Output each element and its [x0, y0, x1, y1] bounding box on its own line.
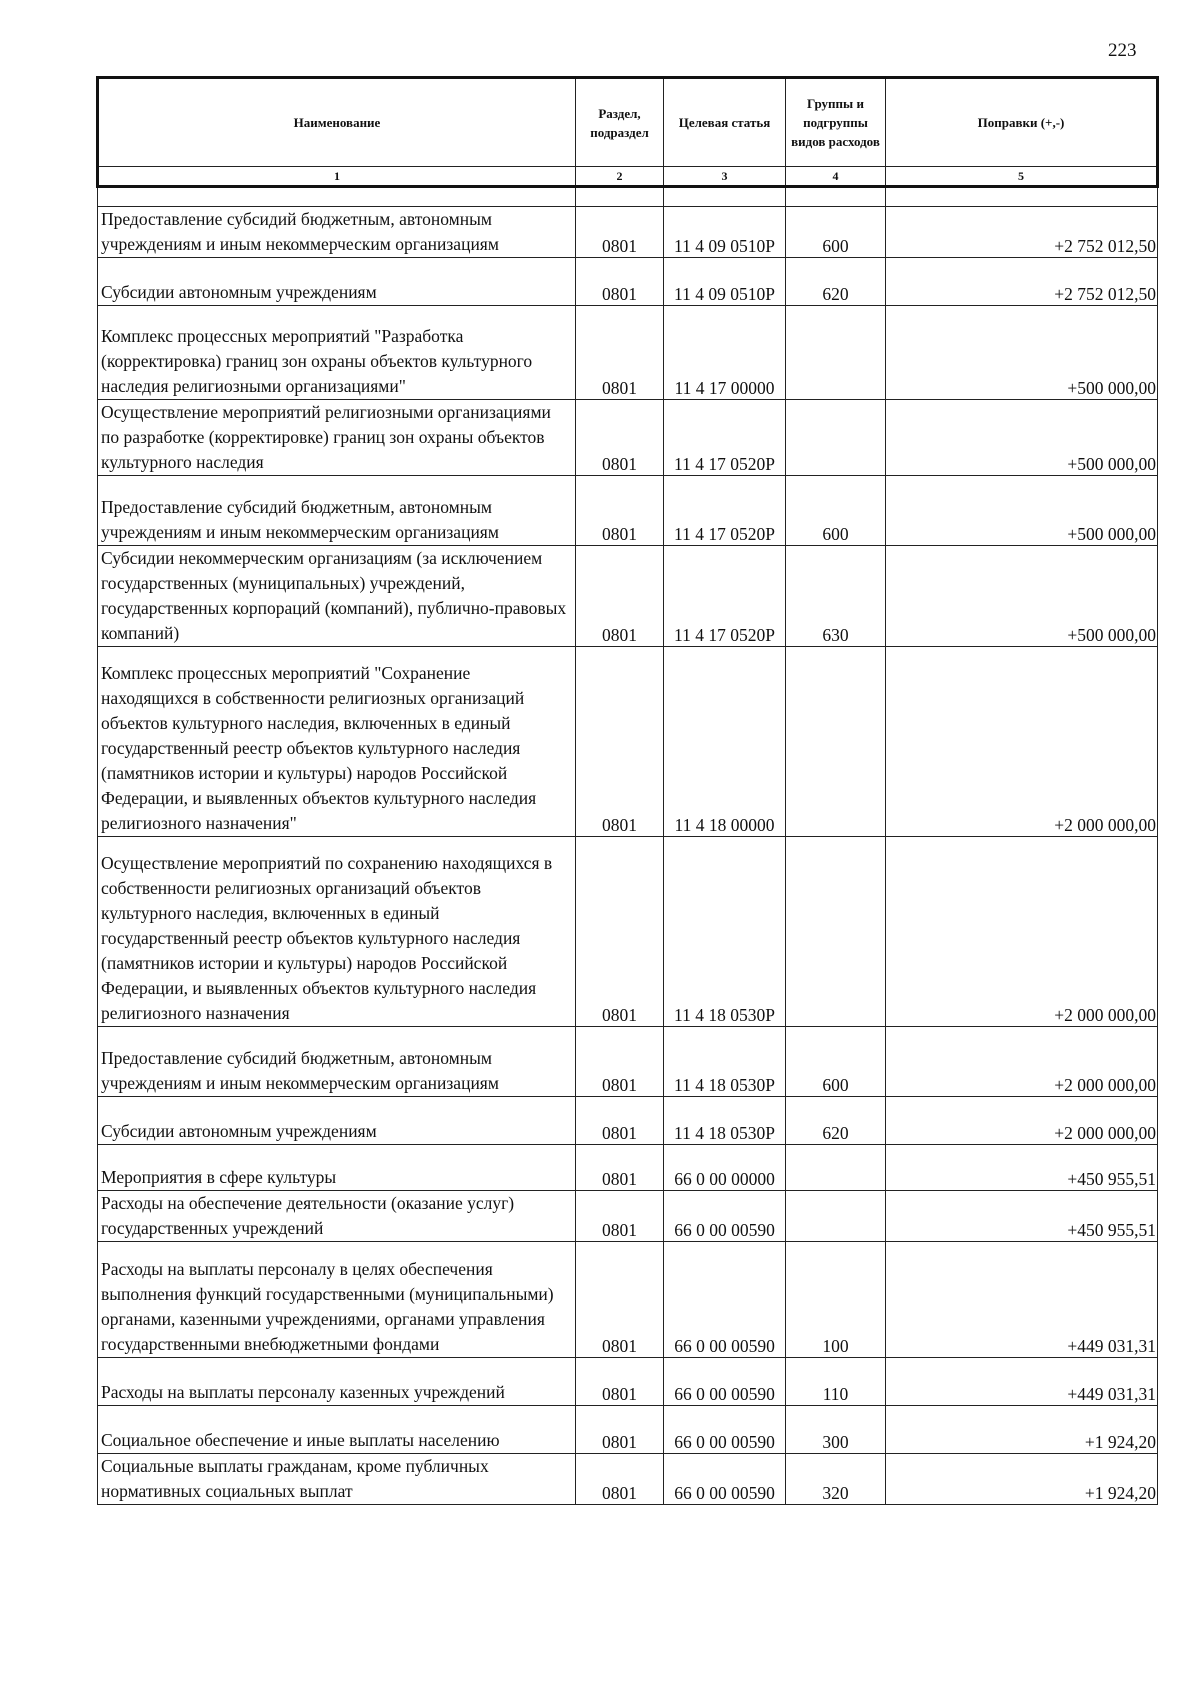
row-amount-text: +449 031,31 — [1067, 1384, 1156, 1404]
row-amount-text: +2 000 000,00 — [1054, 1123, 1156, 1143]
row-section — [576, 1358, 664, 1406]
row-group — [786, 1027, 886, 1097]
row-target — [664, 476, 786, 546]
row-name — [98, 207, 576, 258]
row-name-text: Предоставление субсидий бюджетным, автономным учреждениям и иным некоммерческим организациям — [101, 497, 499, 542]
row-section-text: 0801 — [602, 1169, 637, 1189]
row-amount — [886, 1145, 1158, 1191]
table-row — [98, 1145, 1158, 1191]
column-number: 3 — [664, 167, 786, 187]
row-target-text: 66 0 00 00000 — [674, 1169, 775, 1189]
table-row — [98, 546, 1158, 647]
row-target — [664, 258, 786, 306]
row-amount-text: +449 031,31 — [1067, 1336, 1156, 1356]
row-amount-text: +2 752 012,50 — [1054, 236, 1156, 256]
row-name — [98, 1358, 576, 1406]
row-group-text: 100 — [822, 1336, 849, 1356]
row-section — [576, 647, 664, 837]
row-group-text: 110 — [822, 1384, 849, 1404]
row-target-text: 11 4 17 00000 — [674, 378, 775, 398]
row-name — [98, 647, 576, 837]
row-target — [664, 1191, 786, 1242]
row-amount-text: +1 924,20 — [1084, 1483, 1156, 1503]
row-section — [576, 1242, 664, 1358]
table-row — [98, 1097, 1158, 1145]
row-target — [664, 306, 786, 400]
row-target — [664, 1145, 786, 1191]
row-target — [664, 1097, 786, 1145]
row-amount-text: +450 955,51 — [1067, 1220, 1156, 1240]
row-group — [786, 258, 886, 306]
row-group — [786, 1097, 886, 1145]
row-amount — [886, 476, 1158, 546]
row-amount-text: +500 000,00 — [1067, 524, 1156, 544]
table-row — [98, 647, 1158, 837]
header-groups: Группы и подгруппы видов расходов — [786, 78, 886, 167]
row-group — [786, 207, 886, 258]
table-body — [98, 187, 1158, 1505]
column-number: 4 — [786, 167, 886, 187]
row-section-text: 0801 — [602, 1220, 637, 1240]
row-amount-text: +500 000,00 — [1067, 454, 1156, 474]
row-name-text: Расходы на выплаты персоналу в целях обеспечения выполнения функций государственными (муниципальными) органами, казенными учреждениями, органами управления государственными внебюджетными фондами — [101, 1259, 554, 1354]
row-group — [786, 837, 886, 1027]
row-name-text: Предоставление субсидий бюджетным, автономным учреждениям и иным некоммерческим организациям — [101, 1048, 499, 1093]
row-amount — [886, 1454, 1158, 1505]
row-amount-text: +500 000,00 — [1067, 625, 1156, 645]
row-target — [664, 837, 786, 1027]
row-amount — [886, 1406, 1158, 1454]
row-name-text: Субсидии некоммерческим организациям (за исключением государственных (муниципальных) учреждений, государственных корпораций (компаний), публично-правовых компаний) — [101, 548, 567, 643]
row-name — [98, 306, 576, 400]
row-amount — [886, 546, 1158, 647]
table-row — [98, 400, 1158, 476]
table-row — [98, 306, 1158, 400]
row-group — [786, 400, 886, 476]
row-section-text: 0801 — [602, 1384, 637, 1404]
row-amount-text: +2 000 000,00 — [1054, 1005, 1156, 1025]
row-amount-text: +2 752 012,50 — [1054, 284, 1156, 304]
row-name-text: Осуществление мероприятий по сохранению находящихся в собственности религиозных организаций объектов культурного наследия, включенных в единый государственный реестр объектов культурного наследия (памятников истории и культуры) народов Российской Федерации, и выявленных объектов культурного наследия религиозного назначения — [101, 853, 553, 1023]
row-amount — [886, 1358, 1158, 1406]
row-group — [786, 476, 886, 546]
row-target-text: 11 4 17 0520Р — [674, 454, 775, 474]
row-target — [664, 1242, 786, 1358]
row-name — [98, 1406, 576, 1454]
table-row — [98, 1406, 1158, 1454]
row-section — [576, 1027, 664, 1097]
header-amendments: Поправки (+,-) — [886, 78, 1158, 167]
row-name-text: Социальные выплаты гражданам, кроме публичных нормативных социальных выплат — [101, 1456, 489, 1501]
row-name-text: Социальное обеспечение и иные выплаты населению — [101, 1430, 500, 1450]
row-name — [98, 546, 576, 647]
row-target-text: 66 0 00 00590 — [674, 1336, 775, 1356]
row-section-text: 0801 — [602, 1075, 637, 1095]
row-target — [664, 1454, 786, 1505]
row-target-text: 11 4 09 0510Р — [674, 236, 775, 256]
row-target — [664, 400, 786, 476]
row-section-text: 0801 — [602, 1336, 637, 1356]
row-section — [576, 1191, 664, 1242]
row-section-text: 0801 — [602, 524, 637, 544]
spacer-row — [98, 187, 1158, 207]
row-target — [664, 647, 786, 837]
row-target — [664, 546, 786, 647]
row-section-text: 0801 — [602, 625, 637, 645]
header-name: Наименование — [98, 78, 576, 167]
row-name-text: Расходы на выплаты персоналу казенных учреждений — [101, 1382, 505, 1402]
row-amount — [886, 1097, 1158, 1145]
table-row — [98, 1454, 1158, 1505]
row-group-text: 600 — [822, 236, 849, 256]
row-section — [576, 207, 664, 258]
row-target-text: 66 0 00 00590 — [674, 1384, 775, 1404]
table-row — [98, 476, 1158, 546]
table-header-row — [98, 78, 1158, 167]
row-section-text: 0801 — [602, 1432, 637, 1452]
column-number-row — [98, 167, 1158, 187]
row-name — [98, 1097, 576, 1145]
row-target-text: 11 4 17 0520Р — [674, 524, 775, 544]
table-row — [98, 258, 1158, 306]
row-target-text: 66 0 00 00590 — [674, 1220, 775, 1240]
row-group — [786, 546, 886, 647]
row-name — [98, 400, 576, 476]
row-group-text: 600 — [822, 1075, 849, 1095]
row-amount-text: +500 000,00 — [1067, 378, 1156, 398]
table-row — [98, 207, 1158, 258]
row-amount — [886, 207, 1158, 258]
row-section — [576, 400, 664, 476]
table-row — [98, 1242, 1158, 1358]
row-amount — [886, 400, 1158, 476]
row-name-text: Предоставление субсидий бюджетным, автономным учреждениям и иным некоммерческим организациям — [101, 209, 499, 254]
row-amount — [886, 1191, 1158, 1242]
row-name-text: Комплекс процессных мероприятий "Разработка (корректировка) границ зон охраны объектов культурного наследия религиозными организациями" — [101, 326, 533, 396]
row-section-text: 0801 — [602, 1483, 637, 1503]
header-target: Целевая статья — [664, 78, 786, 167]
row-group-text: 300 — [822, 1432, 849, 1452]
row-amount-text: +450 955,51 — [1067, 1169, 1156, 1189]
row-target — [664, 1406, 786, 1454]
row-name-text: Комплекс процессных мероприятий "Сохранение находящихся в собственности религиозных организаций объектов культурного наследия, включенных в единый государственный реестр объектов культурного наследия (памятников истории и культуры) народов Российской Федерации, и выявленных объектов культурного наследия религиозного назначения" — [101, 663, 537, 833]
row-group — [786, 1191, 886, 1242]
page-number: 223 — [1108, 40, 1137, 61]
row-section-text: 0801 — [602, 1005, 637, 1025]
row-name — [98, 1027, 576, 1097]
row-group-text: 600 — [822, 524, 849, 544]
table-row — [98, 1191, 1158, 1242]
row-name — [98, 837, 576, 1027]
row-section — [576, 1406, 664, 1454]
row-section — [576, 1145, 664, 1191]
row-section — [576, 546, 664, 647]
row-target-text: 11 4 18 0530Р — [674, 1075, 775, 1095]
row-section — [576, 306, 664, 400]
row-section-text: 0801 — [602, 236, 637, 256]
row-name — [98, 1242, 576, 1358]
row-group — [786, 1406, 886, 1454]
row-target-text: 11 4 18 0530Р — [674, 1005, 775, 1025]
row-section — [576, 837, 664, 1027]
row-name-text: Мероприятия в сфере культуры — [101, 1167, 337, 1187]
table-row — [98, 837, 1158, 1027]
row-section-text: 0801 — [602, 815, 637, 835]
row-target-text: 66 0 00 00590 — [674, 1483, 775, 1503]
row-target — [664, 207, 786, 258]
row-section — [576, 258, 664, 306]
row-target — [664, 1027, 786, 1097]
budget-amendments-table — [96, 76, 1159, 1505]
row-amount — [886, 1242, 1158, 1358]
row-name — [98, 258, 576, 306]
row-amount-text: +2 000 000,00 — [1054, 815, 1156, 835]
row-target-text: 11 4 09 0510Р — [674, 284, 775, 304]
row-group — [786, 1358, 886, 1406]
column-number: 2 — [576, 167, 664, 187]
row-section-text: 0801 — [602, 284, 637, 304]
row-group — [786, 306, 886, 400]
row-group-text: 320 — [822, 1483, 849, 1503]
row-group-text: 630 — [822, 625, 849, 645]
row-target-text: 11 4 18 00000 — [674, 815, 775, 835]
row-group — [786, 1145, 886, 1191]
row-target-text: 11 4 18 0530Р — [674, 1123, 775, 1143]
row-amount-text: +2 000 000,00 — [1054, 1075, 1156, 1095]
row-amount — [886, 837, 1158, 1027]
table-row — [98, 1358, 1158, 1406]
row-name — [98, 1145, 576, 1191]
row-name — [98, 1191, 576, 1242]
table-row — [98, 1027, 1158, 1097]
row-target — [664, 1358, 786, 1406]
row-target-text: 11 4 17 0520Р — [674, 625, 775, 645]
row-target-text: 66 0 00 00590 — [674, 1432, 775, 1452]
row-amount — [886, 306, 1158, 400]
row-section-text: 0801 — [602, 1123, 637, 1143]
row-amount — [886, 1027, 1158, 1097]
row-name-text: Осуществление мероприятий религиозными организациями по разработке (корректировке) границ зон охраны объектов культурного наследия — [101, 402, 551, 472]
row-group-text: 620 — [822, 1123, 849, 1143]
row-group — [786, 1242, 886, 1358]
row-section — [576, 476, 664, 546]
row-amount — [886, 258, 1158, 306]
row-section-text: 0801 — [602, 378, 637, 398]
row-name — [98, 476, 576, 546]
row-name-text: Субсидии автономным учреждениям — [101, 282, 377, 302]
column-number: 1 — [98, 167, 576, 187]
row-group — [786, 1454, 886, 1505]
row-group-text: 620 — [822, 284, 849, 304]
row-section-text: 0801 — [602, 454, 637, 474]
row-section — [576, 1454, 664, 1505]
row-section — [576, 1097, 664, 1145]
column-number: 5 — [886, 167, 1158, 187]
row-name-text: Субсидии автономным учреждениям — [101, 1121, 377, 1141]
row-amount-text: +1 924,20 — [1084, 1432, 1156, 1452]
row-name — [98, 1454, 576, 1505]
row-name-text: Расходы на обеспечение деятельности (оказание услуг) государственных учреждений — [101, 1193, 515, 1238]
header-section: Раздел, подраздел — [576, 78, 664, 167]
row-group — [786, 647, 886, 837]
row-amount — [886, 647, 1158, 837]
